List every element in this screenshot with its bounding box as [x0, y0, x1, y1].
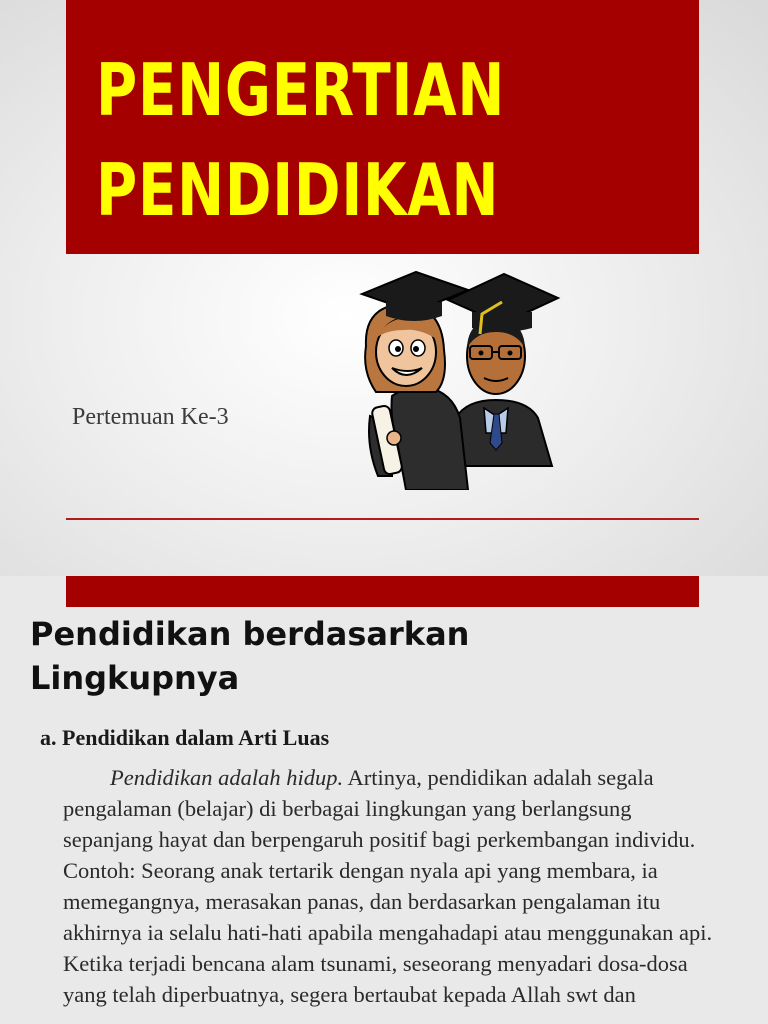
slide-title-line-1: PENGERTIAN — [96, 48, 506, 132]
slide-title-line-2: PENDIDIKAN — [96, 148, 500, 232]
section-title-line-1: Pendidikan berdasarkan — [30, 615, 470, 653]
slide-subtitle: Pertemuan Ke-3 — [72, 404, 229, 430]
divider-line — [66, 518, 699, 520]
section-title-line-2: Lingkupnya — [30, 659, 240, 697]
content-slide — [0, 576, 768, 1024]
subheading: a. Pendidikan dalam Arti Luas — [40, 725, 330, 750]
title-bar — [66, 576, 699, 607]
body-paragraph — [63, 762, 723, 1010]
slide-title — [96, 40, 505, 240]
section-title — [30, 612, 730, 700]
title-block — [66, 0, 699, 254]
body-italic-lead: Pendidikan adalah hidup. — [110, 765, 344, 790]
graduates-icon — [356, 268, 566, 490]
body-text: Artinya, pendidikan adalah segala pengalaman (belajar) di berbagai lingkungan yang berlangsung sepanjang hayat dan berpengaruh positif bagi perkembangan individu. Contoh: Seorang anak tertarik dengan nyala api yang membara, ia memegangnya, merasakan panas, dan berdasarkan pengalaman itu akhirnya ia selalu hati-hati apabila mengahadapi atau menggunakan api. Ketika terjadi bencana alam tsunami, seseorang menyadari dosa-dosa yang telah diperbuatnya, segera bertaubat kepada Allah swt dan — [63, 765, 713, 1007]
